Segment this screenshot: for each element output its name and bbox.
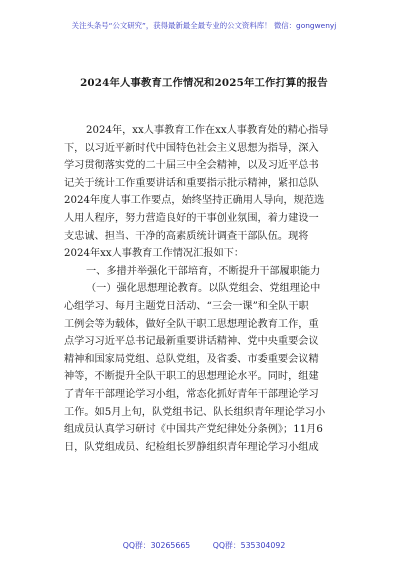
body-line: 支忠诚、担当、干净的高素质统计调查干部队伍。现将 [64,230,309,242]
body-line: 神等，不断提升全队干职工的思想理论水平。同时，组建 [64,371,319,383]
body-line: 2024年，xx人事教育工作在xx人事教育处的精心指导 [86,125,329,136]
body-line: 2024年xx人事教育工作情况汇报如下： [64,248,245,260]
document-title: 2024年人事教育工作情况和2025年工作打算的报告 [80,77,328,89]
body-line: （一）强化思想理论教育。以队党组会、党组理论中 [86,283,321,295]
footer-qq-group-1: QQ群：30265665 [122,541,191,550]
body-line: 一、多措并举强化干部培育，不断提升干部履职能力 [86,265,321,277]
body-line: 日，队党组成员、纪检组长罗静组织青年理论学习小组成 [64,441,319,453]
body-line: 点学习习近平总书记最新重要讲话精神、党中央重要会议 [64,336,319,348]
body-line: 工例会等为载体，做好全队干职工思想理论教育工作，重 [64,318,319,330]
body-line: 记关于统计工作重要讲话和重要指示批示精神，紧扣总队 [64,177,319,189]
footer-qq-group-2: QQ群：535304092 [212,541,286,550]
body-line: 工作。如5月上旬，队党组书记、队长组织青年理论学习小 [64,406,326,418]
body-line: 组成员认真学习研讨《中国共产党纪律处分条例》；11月6 [64,424,323,436]
document-body [64,122,346,456]
header-note: 关注头条号“公文研究”，获得最新最全最专业的公文资料库！ 微信：gongwenyj [71,21,337,30]
body-line: 心组学习、每月主题党日活动、“三会一课”和全队干职 [64,300,309,312]
body-line: 学习贯彻落实党的二十届三中全会精神，以及习近平总书 [64,160,319,172]
body-line: 2024年度人事工作要点，始终坚持正确用人导向，规范选 [64,195,325,207]
footer-qq-groups [0,540,408,551]
body-line: 人用人程序，努力营造良好的干事创业氛围，着力建设一 [64,212,319,224]
body-line: 精神和国家局党组、总队党组，及省委、市委重要会议精 [64,353,319,365]
body-line: 了青年干部理论学习小组，常态化抓好青年干部理论学习 [64,388,319,400]
body-line: 下，以习近平新时代中国特色社会主义思想为指导，深入 [64,142,319,154]
